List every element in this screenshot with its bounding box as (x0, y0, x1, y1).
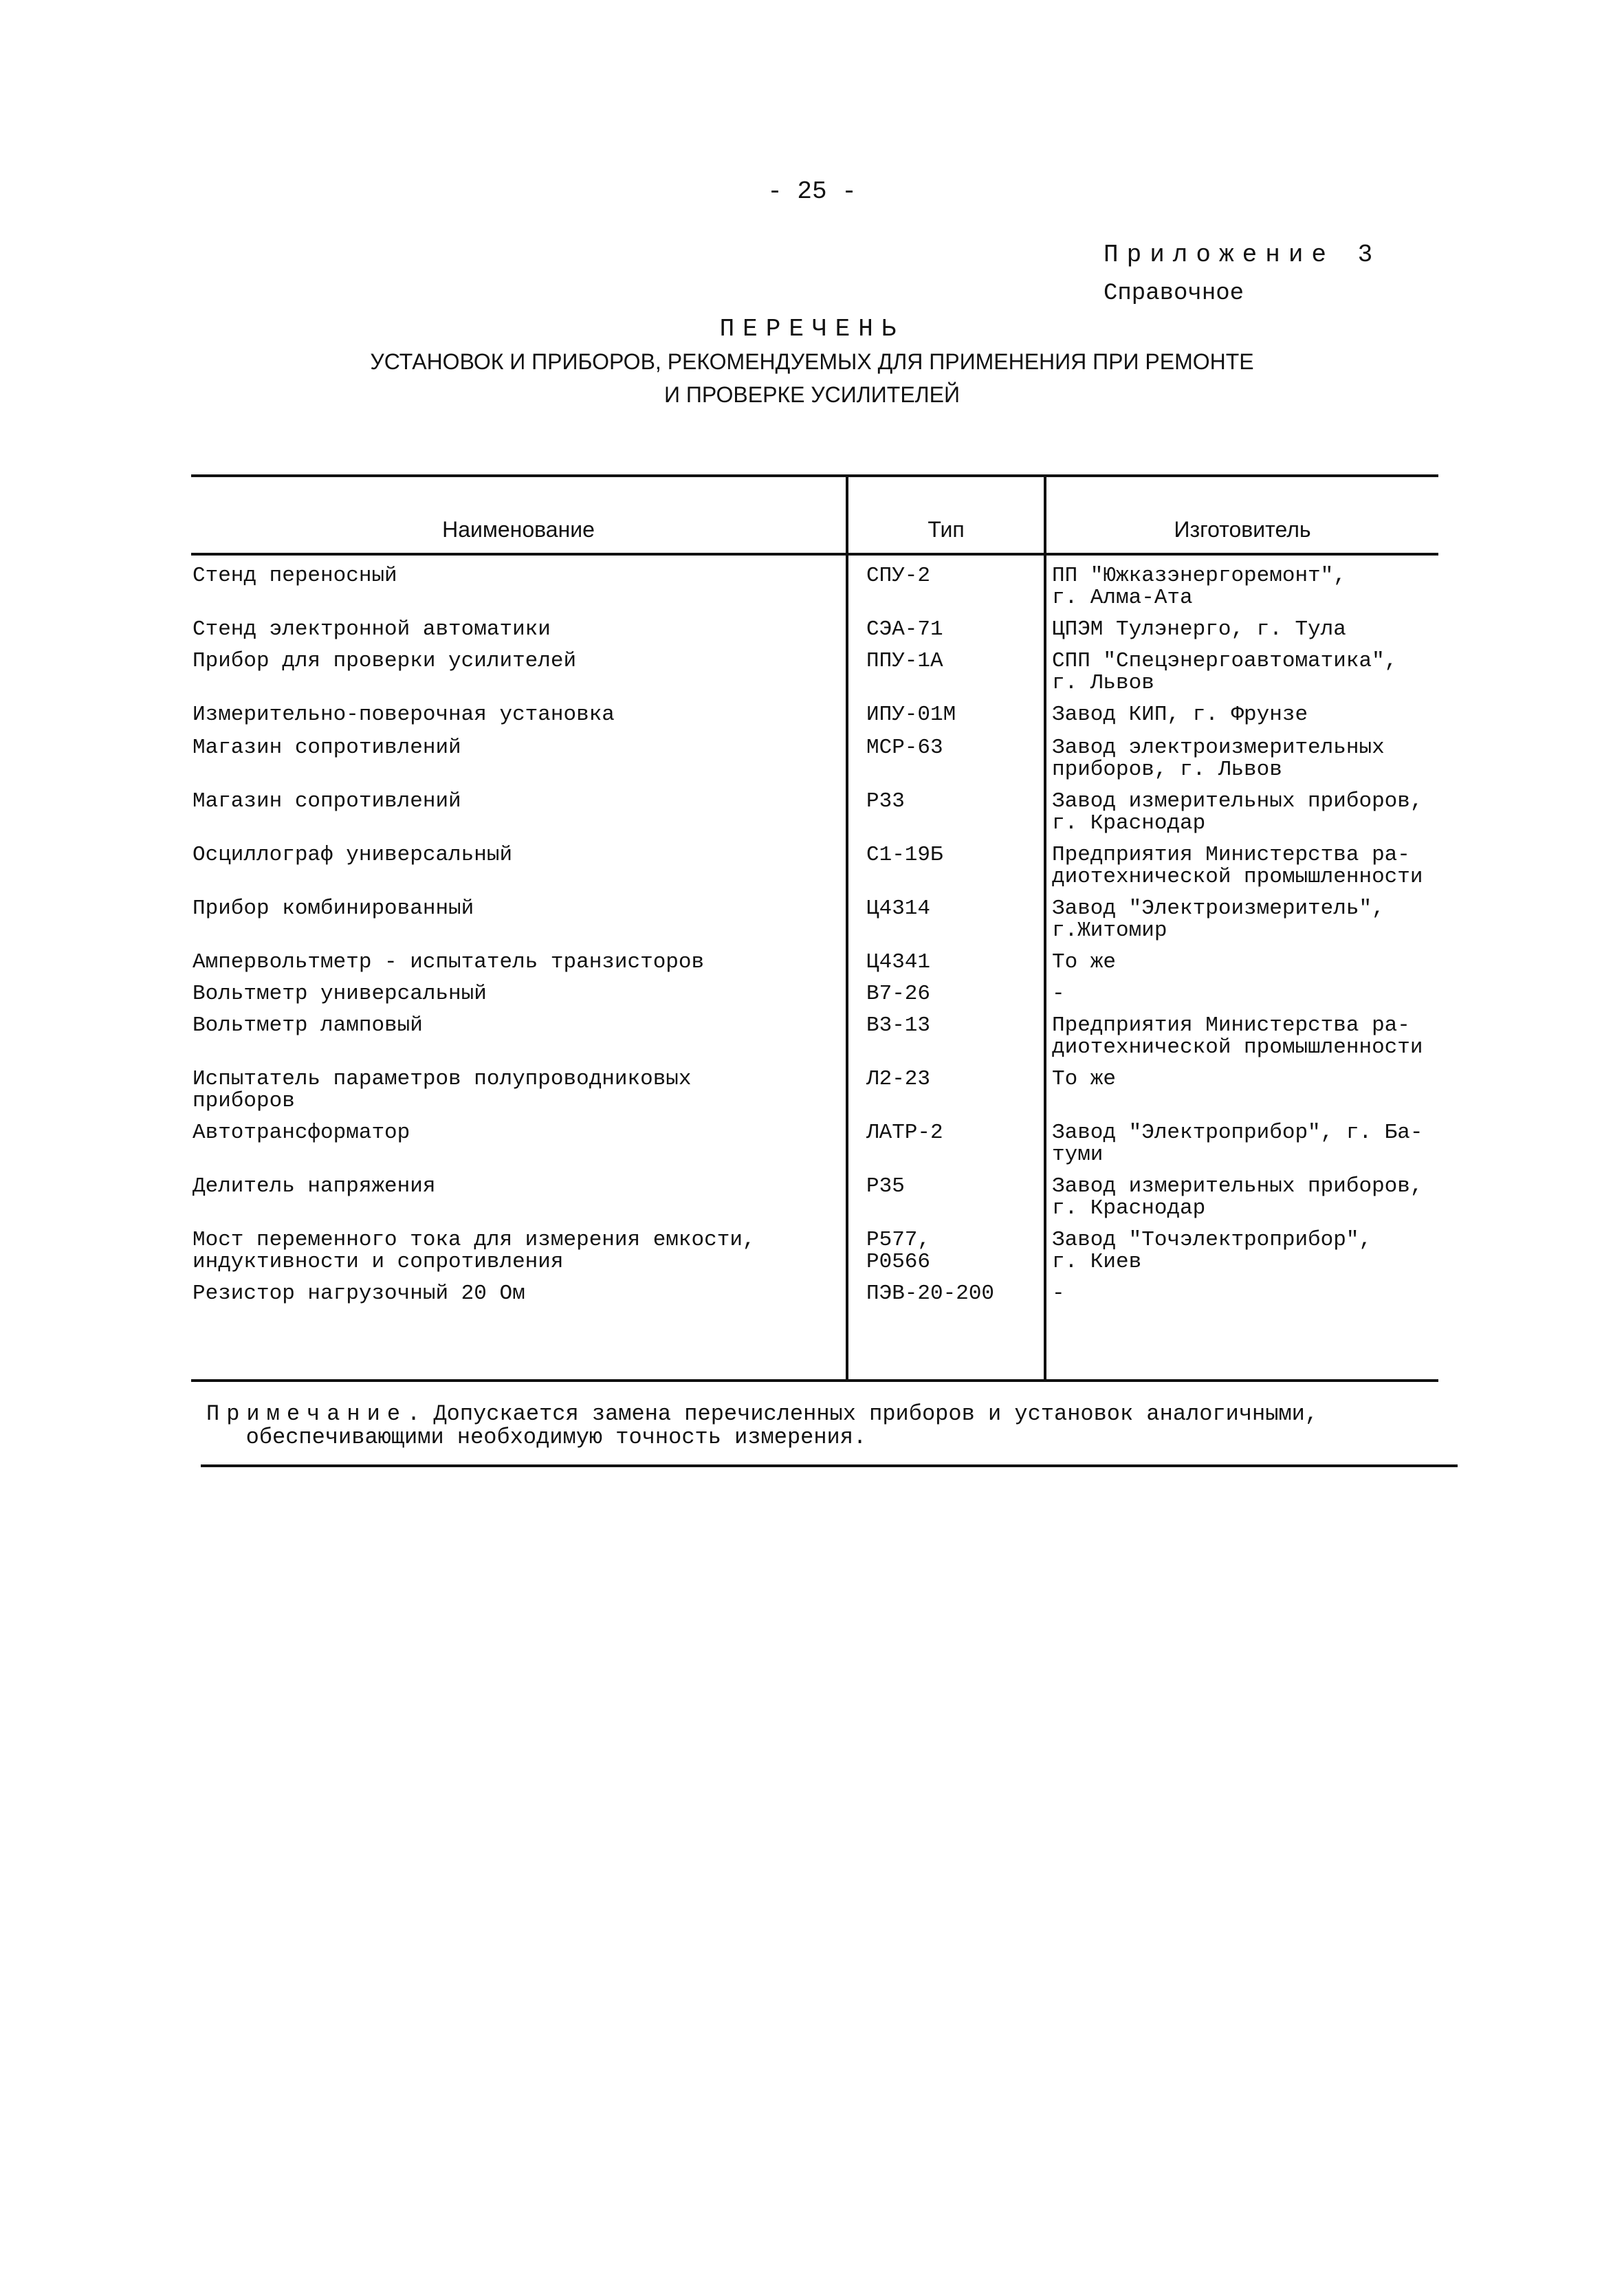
footnote-text: . Допускается замена перечисленных приборов и установок аналогичными, обеспечивающими необходимую точность измерения. (245, 1401, 1319, 1450)
row-type: Ц4341 (866, 950, 931, 974)
row-maker: - (1052, 982, 1065, 1006)
row-maker: ЦПЭМ Тулэнерго, г. Тула (1052, 617, 1346, 641)
table-top-rule (191, 474, 1438, 477)
footnote-rule (201, 1464, 1458, 1467)
row-name: Вольтметр ламповый (193, 1013, 423, 1037)
row-maker: СПП "Спецэнергоавтоматика", г. Львов (1052, 649, 1398, 695)
row-type: Ц4314 (866, 897, 931, 921)
row-type: МСР-63 (866, 736, 943, 760)
row-name: Ампервольтметр - испытатель транзисторов (193, 950, 705, 974)
row-type: СПУ-2 (866, 564, 931, 588)
document-title: ПЕРЕЧЕНЬ (719, 315, 905, 343)
row-type: СЭА-71 (866, 617, 943, 641)
footnote-label: Примечание (206, 1401, 408, 1427)
row-name: Делитель напряжения (193, 1174, 436, 1198)
row-type: С1-19Б (866, 843, 943, 867)
page-number: - 25 - (767, 177, 857, 206)
row-maker: Завод КИП, г. Фрунзе (1052, 703, 1308, 727)
row-type: В7-26 (866, 982, 931, 1006)
row-name: Вольтметр универсальный (193, 982, 487, 1006)
appendix-label: Приложение 3 (1104, 241, 1381, 269)
header-maker: Изготовитель (1174, 517, 1311, 542)
row-type: Р35 (866, 1174, 905, 1198)
row-maker: Предприятия Министерства ра- диотехнической промышленности (1052, 1013, 1423, 1059)
row-name: Резистор нагрузочный 20 Ом (193, 1282, 525, 1306)
row-maker: Предприятия Министерства ра- диотехнической промышленности (1052, 843, 1423, 889)
row-maker: То же (1052, 1067, 1117, 1091)
row-type: Р577, Р0566 (866, 1228, 931, 1274)
row-name: Мост переменного тока для измерения емкости, индуктивности и сопротивления (193, 1228, 756, 1274)
row-name: Магазин сопротивлений (193, 789, 461, 813)
header-type: Тип (928, 517, 965, 542)
row-maker: То же (1052, 950, 1117, 974)
header-name: Наименование (442, 517, 595, 542)
table-bottom-rule (191, 1379, 1438, 1382)
row-name: Прибор для проверки усилителей (193, 649, 577, 673)
row-type: В3-13 (866, 1013, 931, 1037)
row-type: ПЭВ-20-200 (866, 1282, 995, 1306)
row-maker: - (1052, 1282, 1065, 1306)
equipment-table (191, 474, 1438, 1382)
row-name: Стенд электронной автоматики (193, 617, 551, 641)
row-type: Л2-23 (866, 1067, 931, 1091)
column-divider-1 (846, 474, 848, 1382)
table-header-rule (191, 553, 1438, 556)
document-subtitle-line2: И ПРОВЕРКЕ УСИЛИТЕЛЕЙ (664, 382, 960, 407)
row-maker: Завод электроизмерительных приборов, г. Львов (1052, 736, 1385, 782)
row-name: Магазин сопротивлений (193, 736, 461, 760)
row-maker: Завод измерительных приборов, г. Краснодар (1052, 1174, 1423, 1220)
row-maker: Завод "Электроприбор", г. Ба- туми (1052, 1121, 1423, 1167)
row-name: Осциллограф универсальный (193, 843, 513, 867)
document-subtitle-line1: УСТАНОВОК И ПРИБОРОВ, РЕКОМЕНДУЕМЫХ ДЛЯ ПРИМЕНЕНИЯ ПРИ РЕМОНТЕ (370, 349, 1254, 374)
row-maker: Завод измерительных приборов, г. Краснодар (1052, 789, 1423, 835)
row-name: Автотрансформатор (193, 1121, 410, 1145)
row-type: Р33 (866, 789, 905, 813)
row-type: ППУ-1А (866, 649, 943, 673)
row-maker: ПП "Южказэнергоремонт", г. Алма-Ата (1052, 564, 1346, 610)
appendix-type: Справочное (1104, 281, 1244, 307)
row-type: ЛАТР-2 (866, 1121, 943, 1145)
row-type: ИПУ-01М (866, 703, 956, 727)
row-name: Стенд переносный (193, 564, 397, 588)
column-divider-2 (1044, 474, 1046, 1382)
footnote (206, 1403, 1458, 1449)
row-name: Прибор комбинированный (193, 897, 474, 921)
row-name: Измерительно-поверочная установка (193, 703, 615, 727)
row-name: Испытатель параметров полупроводниковых приборов (193, 1067, 692, 1113)
row-maker: Завод "Точэлектроприбор", г. Киев (1052, 1228, 1372, 1274)
row-maker: Завод "Электроизмеритель", г.Житомир (1052, 897, 1385, 943)
